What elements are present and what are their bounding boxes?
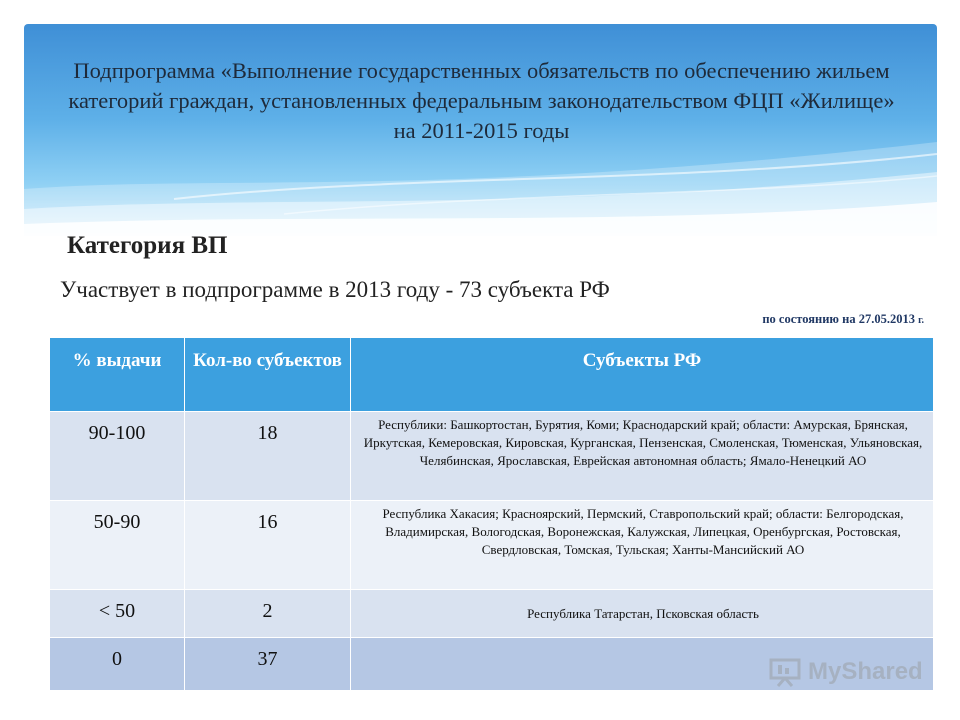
cell-percent: 90-100 xyxy=(50,412,185,501)
slide-title: Подпрограмма «Выполнение государственных обязательств по обеспечению жильем категорий граждан, установленных федеральным законодательством ФЦП «Жилище» на 2011-2015 годы xyxy=(68,58,895,143)
cell-subjects: Республика Татарстан, Псковская область xyxy=(351,590,934,638)
watermark-text: MyShared xyxy=(808,658,923,685)
cell-count: 18 xyxy=(185,412,351,501)
as-of-date xyxy=(762,312,924,327)
as-of-suffix: г. xyxy=(918,315,924,326)
cell-percent: 0 xyxy=(50,638,185,691)
category-title: Категория ВП xyxy=(67,232,228,259)
as-of-text: по состоянию на 27.05.2013 xyxy=(762,312,915,326)
cell-percent: < 50 xyxy=(50,590,185,638)
participation-text: Участвует в подпрограмме в 2013 году - 73 субъекта РФ xyxy=(60,277,610,302)
cell-count: 16 xyxy=(185,501,351,590)
header-percent: % выдачи xyxy=(50,338,185,412)
header-count: Кол-во субъектов xyxy=(185,338,351,412)
table-row xyxy=(50,412,934,501)
presentation-icon xyxy=(768,657,802,687)
cell-percent: 50-90 xyxy=(50,501,185,590)
table-row xyxy=(50,590,934,638)
subjects-table xyxy=(49,337,934,691)
header-banner xyxy=(24,24,937,236)
header-subjects: Субъекты РФ xyxy=(351,338,934,412)
cell-subjects: Республики: Башкортостан, Бурятия, Коми; Краснодарский край; области: Амурская, Брянская, Иркутская, Кемеровская, Кировская, Курганская, Пензенская, Смоленская, Тюменская, Ульяновская, Челябинская, Ярославская, Еврейская автономная область; Ямало-Ненецкий АО xyxy=(351,412,934,501)
cell-count: 37 xyxy=(185,638,351,691)
cell-count: 2 xyxy=(185,590,351,638)
table-header-row xyxy=(50,338,934,412)
watermark xyxy=(768,655,923,689)
table-row xyxy=(50,501,934,590)
cell-subjects: Республика Хакасия; Красноярский, Пермский, Ставропольский край; области: Белгородская, Владимирская, Вологодская, Воронежская, Калужская, Липецкая, Оренбургская, Ростовская, Свердловская, Томская, Тульская; Ханты-Мансийский АО xyxy=(351,501,934,590)
